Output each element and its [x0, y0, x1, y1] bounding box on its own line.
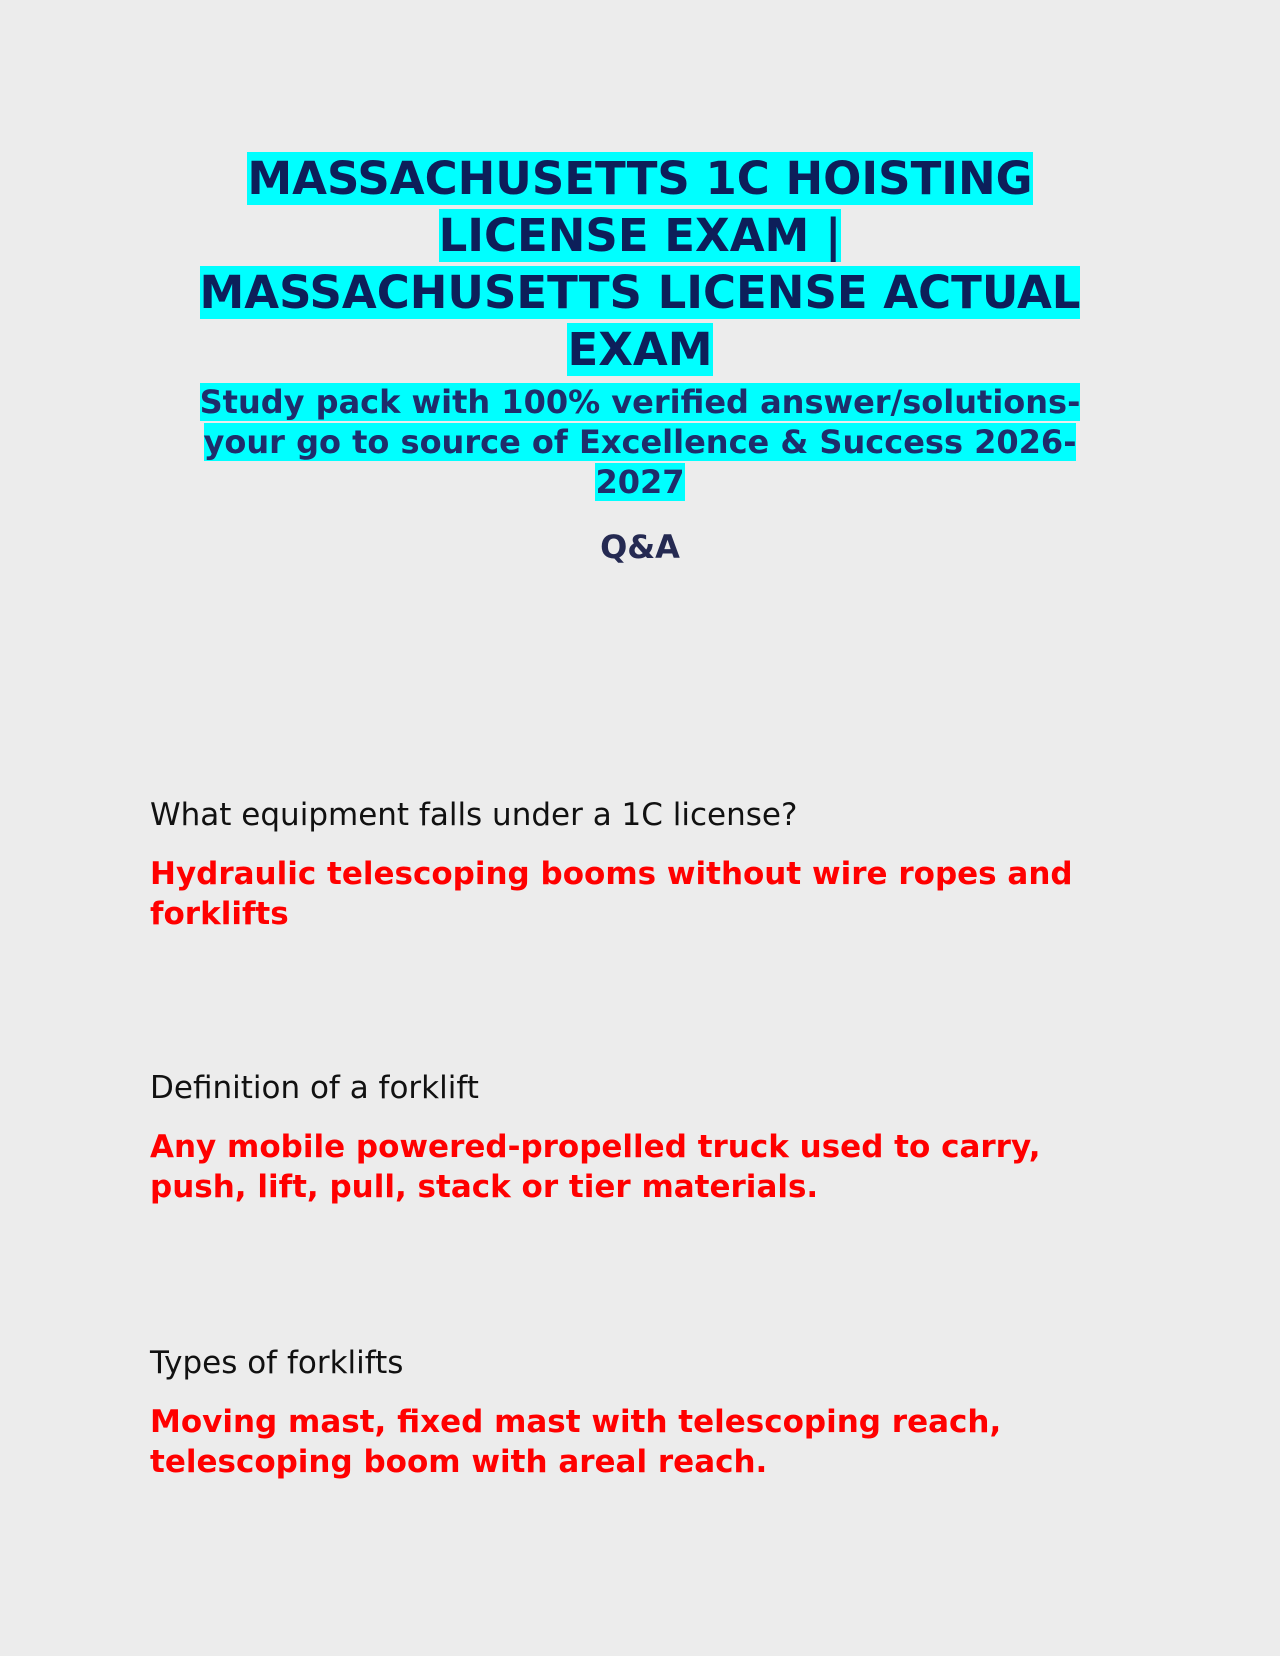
title-line-2: LICENSE EXAM | [438, 209, 842, 262]
title-line-4: EXAM [567, 323, 713, 376]
subtitle-line-2: your go to source of Excellence & Success 2026- [203, 423, 1077, 461]
qa-item [150, 796, 1140, 934]
answer-text: Hydraulic telescoping booms without wire ropes and forklifts [150, 856, 1073, 932]
subtitle-line-3: 2027 [595, 463, 685, 501]
question-text: What equipment falls under a 1C license? [150, 797, 798, 833]
title-line-3: MASSACHUSETTS LICENSE ACTUAL [199, 266, 1081, 319]
document-subtitle [150, 382, 1130, 502]
answer-text: Any mobile powered-propelled truck used to carry, push, lift, pull, stack or tier materials. [150, 1129, 1041, 1205]
question-text: Types of forklifts [150, 1345, 404, 1381]
document-title [150, 150, 1130, 378]
question-text: Definition of a forklift [150, 1070, 479, 1106]
title-line-1: MASSACHUSETTS 1C HOISTING [247, 152, 1033, 205]
qa-item [150, 1344, 1140, 1482]
qa-label: Q&A [600, 528, 680, 566]
subtitle-line-1: Study pack with 100% verified answer/solutions- [199, 383, 1081, 421]
qa-item [150, 1069, 1140, 1207]
answer-text: Moving mast, fixed mast with telescoping reach, telescoping boom with areal reach. [150, 1404, 1002, 1480]
